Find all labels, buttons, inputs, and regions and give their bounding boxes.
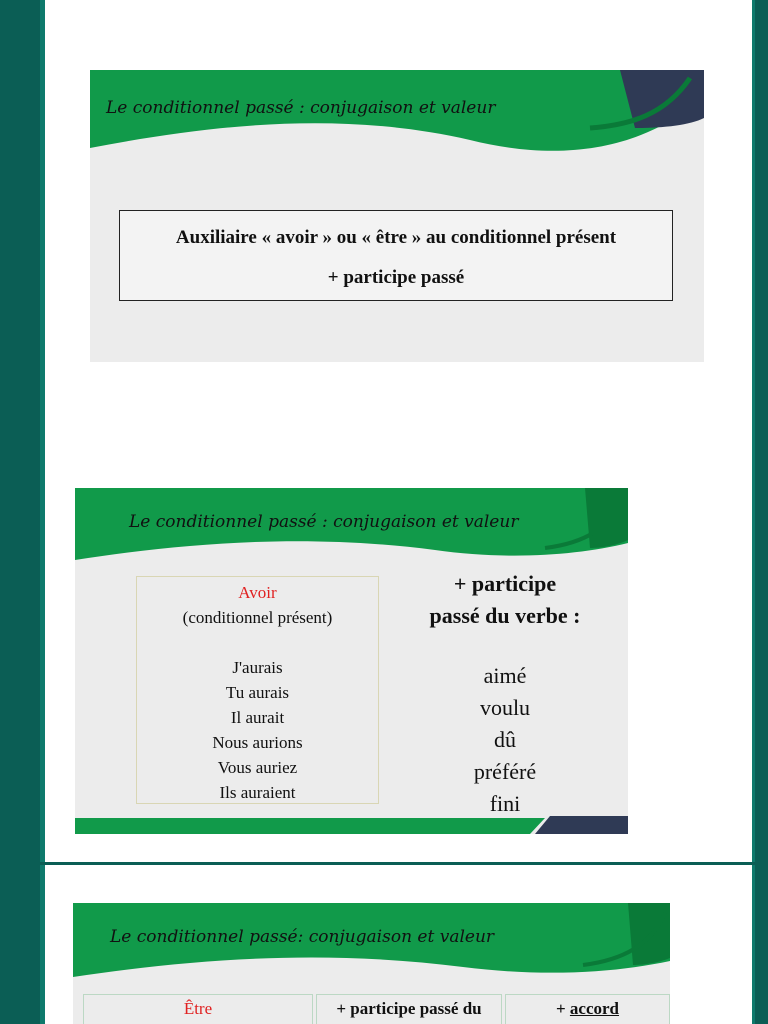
slide-3 (73, 903, 670, 1024)
conjugation-line: Il aurait (230, 708, 285, 727)
conjugation-line: Nous aurions (212, 733, 303, 752)
participle-list (455, 660, 555, 820)
page-left-border (40, 0, 45, 1024)
page-break (40, 862, 755, 865)
conjugation-line: J'aurais (232, 658, 283, 677)
table-cell-participle: + participe passé du (316, 994, 502, 1024)
slide-title: Le conditionnel passé: conjugaison et valeur (110, 927, 495, 947)
table-cell-etre: Être (83, 994, 313, 1024)
participle-heading-line-2: passé du verbe : (429, 603, 581, 628)
rule-line-1: Auxiliaire « avoir » ou « être » au conditionnel présent (175, 227, 617, 248)
tense-label: (conditionnel présent) (182, 608, 333, 627)
rule-line-2: + participe passé (327, 267, 465, 288)
participle-item: préféré (473, 759, 537, 784)
accord-prefix: + (555, 999, 570, 1018)
participle-item: dû (494, 727, 516, 752)
rule-box (119, 210, 673, 301)
slide-title: Le conditionnel passé : conjugaison et valeur (106, 98, 496, 118)
participle-item: voulu (479, 695, 531, 720)
participle-item: aimé (483, 663, 527, 688)
slide-header-wave (73, 903, 670, 993)
participle-heading-line-1: + participe (453, 571, 557, 596)
slide-2 (75, 488, 628, 834)
slide-title: Le conditionnel passé : conjugaison et valeur (129, 512, 519, 532)
slide-header-wave (75, 488, 628, 578)
conjugation-box (136, 576, 379, 804)
conjugation-line: Tu aurais (225, 683, 290, 702)
conjugation-line: Vous auriez (217, 758, 298, 777)
slide-footer-band (75, 812, 628, 834)
participle-item: fini (489, 791, 521, 816)
slide-1 (90, 70, 704, 362)
table-cell-accord (505, 994, 670, 1024)
participle-heading (405, 568, 605, 632)
conjugation-line: Ils auraient (219, 783, 296, 802)
auxiliary-label: Avoir (238, 583, 277, 602)
page-right-border (752, 0, 755, 1024)
accord-word: accord (569, 999, 620, 1018)
